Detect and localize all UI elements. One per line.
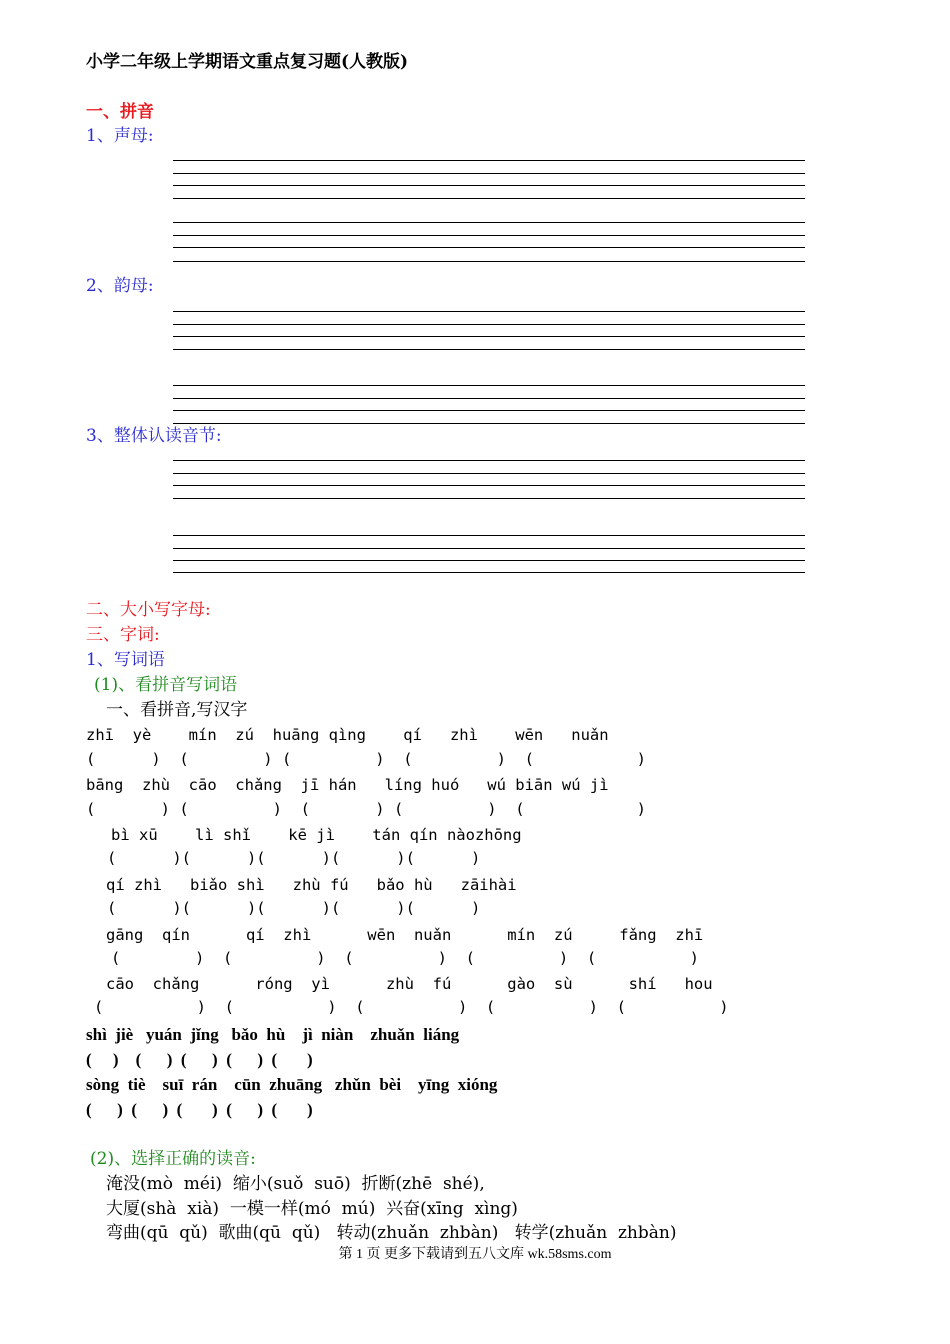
choose-pronunciation-label: (2)、选择正确的读音:: [90, 1149, 256, 1169]
answer-blanks[interactable]: ( ) ( ) ( ) ( ) ( ): [86, 1050, 313, 1069]
zhengti-label: 3、整体认读音节:: [86, 426, 222, 446]
answer-blanks[interactable]: ( ) ( ) ( ) ( ) ( ): [86, 1100, 313, 1119]
instruction-text: 一、看拼音,写汉字: [106, 700, 248, 720]
pinyin-row: qí zhì biǎo shì zhù fú bǎo hù zāihài: [106, 876, 517, 894]
section-words-heading: 三、字词:: [86, 625, 160, 645]
pinyin-row: bì xū lì shǐ kē jì tán qín nàozhōng: [111, 826, 522, 844]
choice-line: 淹没(mò méi) 缩小(suǒ suō) 折断(zhē shé),: [106, 1174, 485, 1194]
pinyin-to-words-label: (1)、看拼音写词语: [94, 675, 238, 695]
answer-blanks[interactable]: ( ) ( ) ( ) ( ) ( ): [86, 800, 646, 818]
write-words-label: 1、写词语: [86, 650, 165, 670]
answer-blanks[interactable]: ( ) ( ) ( ) ( ) ( ): [86, 750, 646, 768]
section-pinyin-heading: 一、拼音: [86, 102, 154, 122]
document-title: 小学二年级上学期语文重点复习题(人教版): [86, 52, 409, 72]
pinyin-row: bāng zhù cāo chǎng jī hán líng huó wú biān wú jì: [86, 776, 609, 794]
pinyin-row: zhī yè mín zú huāng qìng qí zhì wēn nuǎn: [86, 726, 609, 744]
yunmu-label: 2、韵母:: [86, 276, 154, 296]
answer-blanks[interactable]: ( ) ( ) ( ) ( ) ( ): [111, 949, 699, 967]
page-footer: 第 1 页 更多下载请到五八文库 wk.58sms.com: [338, 1247, 612, 1262]
answer-blanks[interactable]: ( )( )( )( )( ): [107, 899, 481, 917]
choice-line: 大厦(shà xià) 一模一样(mó mú) 兴奋(xīng xìng): [106, 1199, 518, 1219]
pinyin-row-bold: shì jiè yuán jǐng bǎo hù jì niàn zhuǎn liáng: [86, 1025, 460, 1044]
choice-line: 弯曲(qū qǔ) 歌曲(qū qǔ) 转动(zhuǎn zhbàn) 转学(zhuǎn zhbàn): [106, 1223, 677, 1243]
pinyin-row-bold: sòng tiè suī rán cūn zhuāng zhǔn bèi yīng xióng: [86, 1075, 498, 1094]
pinyin-row: gāng qín qí zhì wēn nuǎn mín zú fǎng zhī: [106, 926, 704, 944]
pinyin-row: cāo chǎng róng yì zhù fú gào sù shí hou: [106, 975, 713, 993]
answer-blanks[interactable]: ( )( )( )( )( ): [107, 849, 481, 867]
answer-blanks[interactable]: ( ) ( ) ( ) ( ) ( ): [94, 998, 729, 1016]
shengmu-label: 1、声母:: [86, 126, 154, 146]
section-letters-heading: 二、大小写字母:: [86, 600, 211, 620]
